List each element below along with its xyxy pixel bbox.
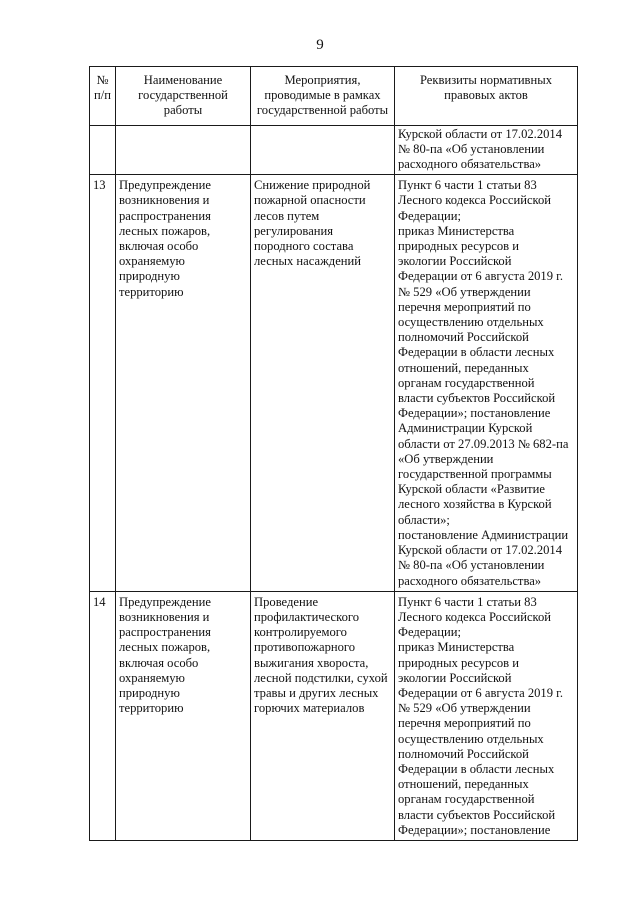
cell-measures: Проведение профилактического контролируемого противопожарного выжигания хвороста, лесной подстилки, сухой травы и других лесных горючих материалов bbox=[251, 591, 395, 840]
cell-number: 13 bbox=[90, 175, 116, 591]
table-header-row bbox=[90, 67, 578, 126]
cell-legal-acts: Пункт 6 части 1 статьи 83 Лесного кодекса Российской Федерации; приказ Министерства природных ресурсов и экологии Российской Федерации от 6 августа 2019 г. № 529 «Об утверждении перечня мероприятий по осуществлению отдельных полномочий Российской Федерации в области лесных отношений, переданных органам государственной власти субъектов Российской Федерации»; постановление Администрации Курской области от 27.09.2013 № 682-па «Об утверждении государственной программы Курской области «Развитие лесного хозяйства в Курской области»; постановление Администрации Курской области от 17.02.2014 № 80-па «Об установлении расходного обязательства» bbox=[395, 175, 578, 591]
header-measures: Мероприятия, проводимые в рамках государственной работы bbox=[251, 67, 395, 126]
table-row bbox=[90, 591, 578, 840]
page-number: 9 bbox=[316, 37, 324, 53]
cell-work-name: Предупреждение возникновения и распространения лесных пожаров, включая особо охраняемую природную территорию bbox=[116, 591, 251, 840]
cell-number: 14 bbox=[90, 591, 116, 840]
cell-legal-acts: Курской области от 17.02.2014 № 80-па «Об установлении расходного обязательства» bbox=[395, 125, 578, 175]
cell-number bbox=[90, 125, 116, 175]
table-row bbox=[90, 175, 578, 591]
cell-work-name: Предупреждение возникновения и распространения лесных пожаров, включая особо охраняемую природную территорию bbox=[116, 175, 251, 591]
header-legal-acts: Реквизиты нормативных правовых актов bbox=[395, 67, 578, 126]
cell-measures bbox=[251, 125, 395, 175]
regulation-table bbox=[89, 66, 578, 841]
table-row bbox=[90, 125, 578, 175]
header-number: № п/п bbox=[90, 67, 116, 126]
cell-work-name bbox=[116, 125, 251, 175]
cell-legal-acts: Пункт 6 части 1 статьи 83 Лесного кодекса Российской Федерации; приказ Министерства природных ресурсов и экологии Российской Федерации от 6 августа 2019 г. № 529 «Об утверждении перечня мероприятий по осуществлению отдельных полномочий Российской Федерации в области лесных отношений, переданных органам государственной власти субъектов Российской Федерации»; постановление bbox=[395, 591, 578, 840]
header-work-name: Наименование государственной работы bbox=[116, 67, 251, 126]
cell-measures: Снижение природной пожарной опасности лесов путем регулирования породного состава лесных насаждений bbox=[251, 175, 395, 591]
